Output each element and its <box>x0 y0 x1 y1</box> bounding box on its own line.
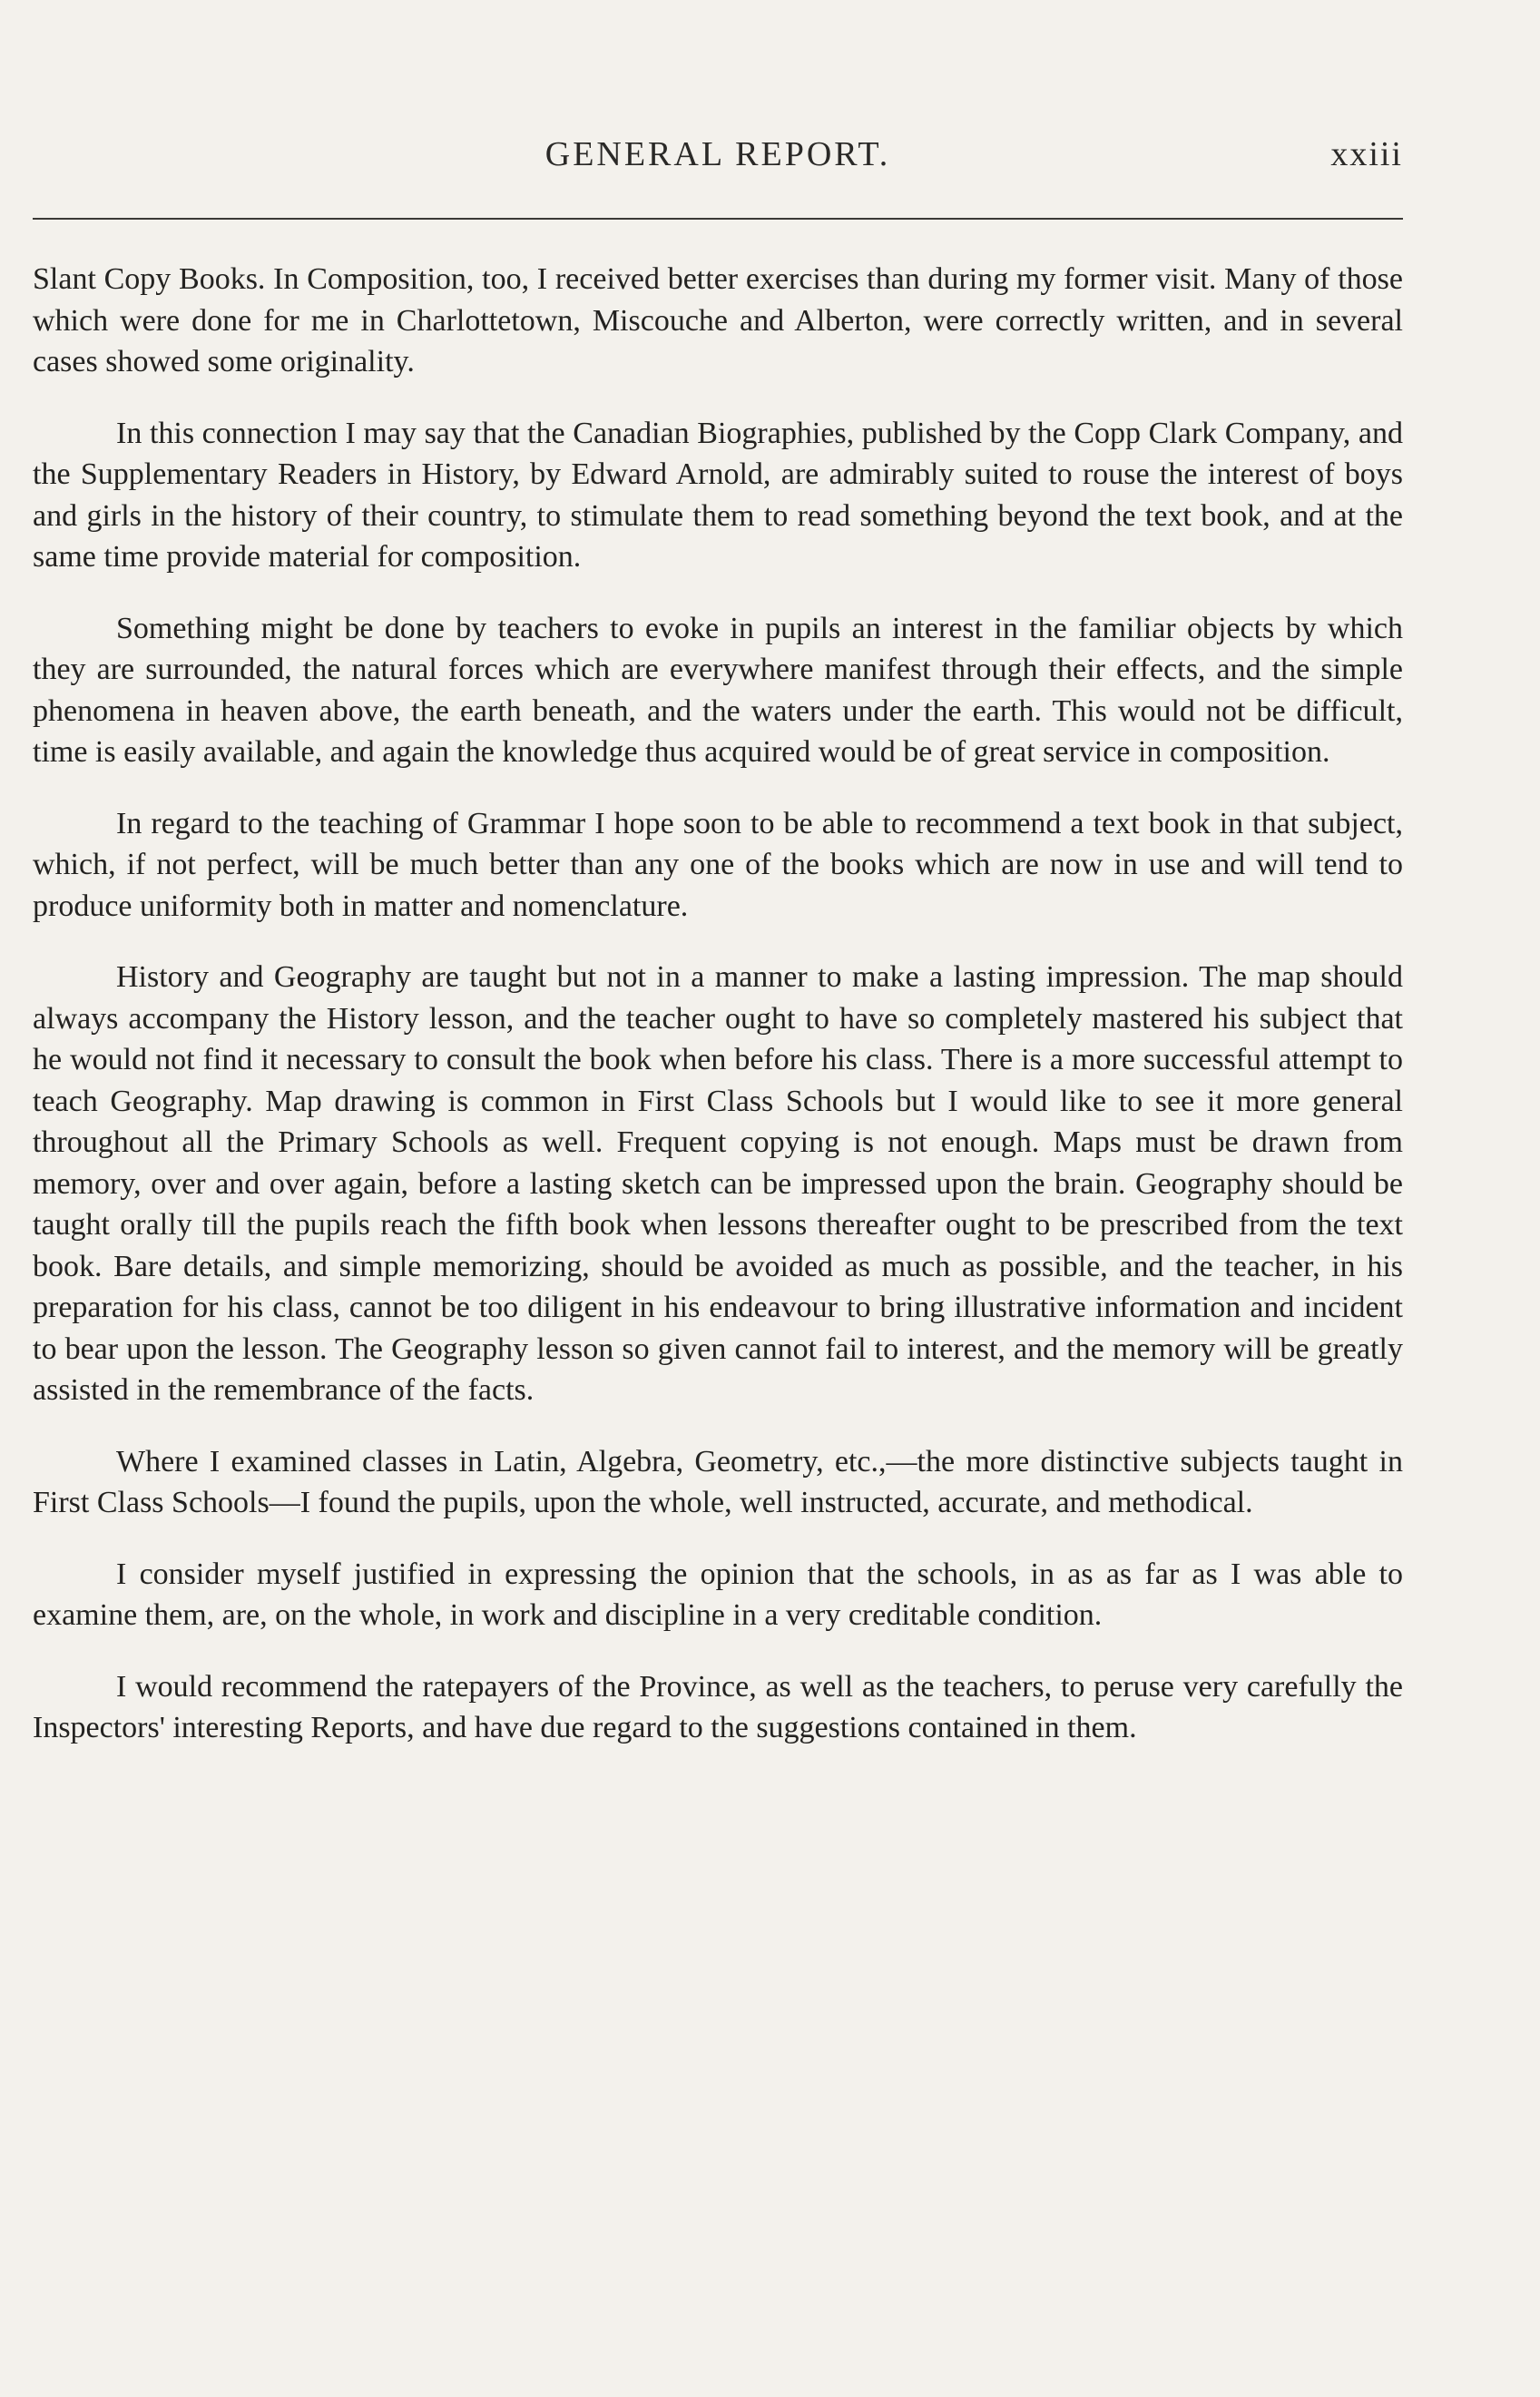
paragraph-continued: Slant Copy Books. In Composition, too, I received better exercises than during my former visit. Many of those which were done for me in Charlottetown, Miscouche and Alberton, were correctly written, and in several cases showed some originality. <box>33 262 1403 378</box>
paragraph: I would recommend the ratepayers of the Province, as well as the teachers, to peruse very carefully the Inspectors' interesting Reports, and have due regard to the suggestions contained in them. <box>33 1669 1403 1744</box>
page-number: xxiii <box>1330 135 1403 173</box>
paragraph: Something might be done by teachers to evoke in pupils an interest in the familiar objects by which they are surrounded, the natural forces which are everywhere manifest through their effects, and the simple phenomena in heaven above, the earth beneath, and the waters under the earth. This would not be difficult, time is easily available, and again the knowledge thus acquired would be of great service in composition. <box>33 611 1403 769</box>
paragraph: I consider myself justified in expressing the opinion that the schools, in as as far as I was able to examine them, are, on the whole, in work and discipline in a very creditable condition. <box>33 1557 1403 1632</box>
paragraph: In this connection I may say that the Canadian Biographies, published by the Copp Clark Company, and the Supplementary Readers in History, by Edward Arnold, are admirably suited to rouse the interest of boys and girls in the history of their country, to stimulate them to read something beyond the text book, and at the same time provide material for composition. <box>33 416 1403 574</box>
paragraph: In regard to the teaching of Grammar I hope soon to be able to recommend a text book in that subject, which, if not perfect, will be much better than any one of the books which are now in use and will tend to produce uniformity both in matter and nomenclature. <box>33 806 1403 923</box>
paragraph: Where I examined classes in Latin, Algebra, Geometry, etc.,—the more distinctive subjects taught in First Class Schools—I found the pupils, upon the whole, well instructed, accurate, and methodical. <box>33 1444 1403 1519</box>
page-header <box>33 134 1403 189</box>
header-rule <box>33 218 1403 220</box>
paragraph: History and Geography are taught but not in a manner to make a lasting impression. The map should always accompany the History lesson, and the teacher ought to have so completely mastered his subject that he would not find it necessary to consult the book when before his class. There is a more successful attempt to teach Geography. Map drawing is common in First Class Schools but I would like to see it more general throughout all the Primary Schools as well. Frequent copying is not enough. Maps must be drawn from memory, over and over again, before a lasting sketch can be impressed upon the brain. Geography should be taught orally till the pupils reach the fifth book when lessons thereafter ought to be prescribed from the text book. Bare details, and simple memorizing, should be avoided as much as possible, and the teacher, in his preparation for his class, cannot be too diligent in his endeavour to bring illustrative information and incident to bear upon the lesson. The Geography lesson so given cannot fail to interest, and the memory will be greatly assisted in the remembrance of the facts. <box>33 960 1403 1407</box>
running-title: GENERAL REPORT. <box>544 135 891 173</box>
body-text <box>33 259 1403 1779</box>
